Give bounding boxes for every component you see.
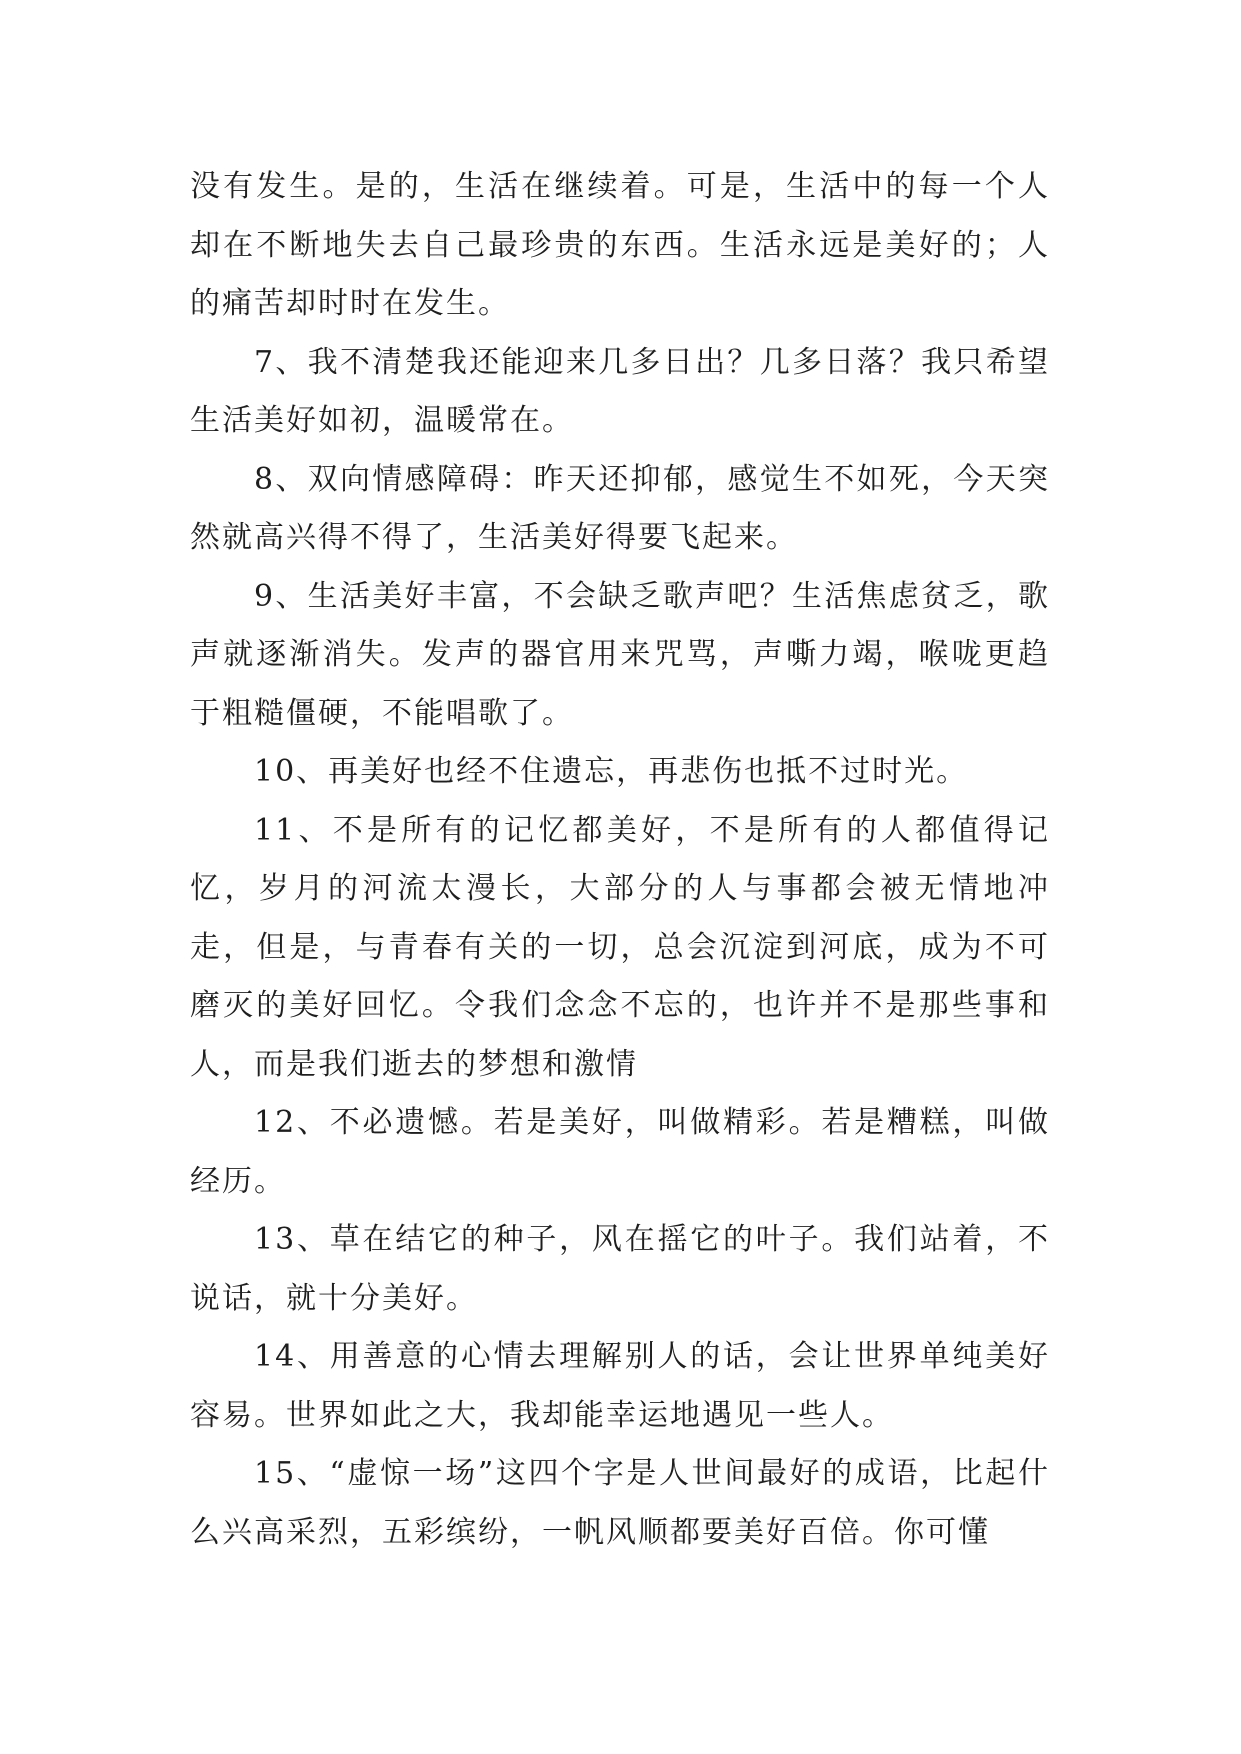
paragraph-item-12: 12、不必遗憾。若是美好，叫做精彩。若是糟糕，叫做经历。: [190, 1105, 1050, 1199]
paragraph-item-7: 7、我不清楚我还能迎来几多日出？几多日落？我只希望生活美好如初，温暖常在。: [190, 344, 1050, 438]
paragraph-item-8: 8、双向情感障碍：昨天还抑郁，感觉生不如死，今天突然就高兴得不得了，生活美好得要飞起来。: [190, 461, 1050, 555]
paragraph-item-15: 15、“虚惊一场”这四个字是人世间最好的成语，比起什么兴高采烈，五彩缤纷，一帆风顺都要美好百倍。你可懂: [190, 1456, 1050, 1550]
paragraph-item-10: 10、再美好也经不住遗忘，再悲伤也抵不过时光。: [254, 754, 969, 789]
paragraph-item-14: 14、用善意的心情去理解别人的话，会让世界单纯美好容易。世界如此之大，我却能幸运地遇见一些人。: [190, 1339, 1050, 1433]
paragraph-item-9: 9、生活美好丰富，不会缺乏歌声吧？生活焦虑贫乏，歌声就逐渐消失。发声的器官用来咒骂，声嘶力竭，喉咙更趋于粗糙僵硬，不能唱歌了。: [190, 578, 1050, 731]
paragraph-item-11: 11、不是所有的记忆都美好，不是所有的人都值得记忆，岁月的河流太漫长，大部分的人与事都会被无情地冲走，但是，与青春有关的一切，总会沉淀到河底，成为不可磨灭的美好回忆。令我们念念不忘的，也许并不是那些事和人，而是我们逝去的梦想和激情: [190, 812, 1050, 1082]
paragraph-continuation: 没有发生。是的，生活在继续着。可是，生活中的每一个人却在不断地失去自己最珍贵的东西。生活永远是美好的；人的痛苦却时时在发生。: [190, 169, 1050, 321]
document-body: [190, 158, 1050, 1562]
paragraph-item-13: 13、草在结它的种子，风在摇它的叶子。我们站着，不说话，就十分美好。: [190, 1222, 1050, 1316]
